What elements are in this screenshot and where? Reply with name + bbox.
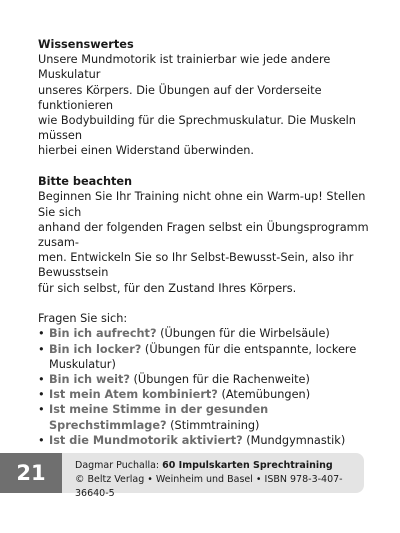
text-line: hierbei einen Widerstand überwinden. [38, 144, 255, 158]
question-note: (Atemübungen) [217, 388, 311, 402]
text-line: wie Bodybuilding für die Sprechmuskulatur. Die Muskeln müssen [38, 114, 356, 143]
question-bold: Bin ich aufrecht? [49, 327, 157, 341]
text-line: für sich selbst, für den Zustand Ihres Körpers. [38, 281, 297, 295]
section-text [38, 189, 370, 295]
text-line: men. Entwickeln Sie so Ihr Selbst-Bewusst-Sein, also ihr Bewusstsein [38, 251, 354, 280]
question-note: (Übungen für die Rachenweite) [129, 373, 310, 387]
footer-bar [0, 453, 364, 499]
footer-book-title: 60 Impulskarten Sprechtraining [162, 460, 333, 471]
question-note: (Übungen für die entspannte, lockere Muskulatur) [49, 342, 357, 371]
section-text [38, 52, 370, 158]
section-wissenswertes [38, 37, 370, 159]
card-content [38, 37, 370, 448]
text-line: anhand der folgenden Fragen selbst ein Übungsprogramm zusam- [38, 220, 369, 249]
list-item [38, 387, 370, 402]
list-item [38, 402, 370, 432]
list-item [38, 326, 370, 341]
footer-text [75, 459, 364, 501]
bullet-icon: • [38, 373, 45, 387]
question-note: (Stimmtraining) [166, 418, 260, 432]
bullet-icon: • [38, 403, 45, 417]
bullet-icon: • [38, 433, 45, 447]
section-bitte-beachten [38, 174, 370, 296]
questions-intro: Fragen Sie sich: [38, 312, 128, 326]
bullet-icon: • [38, 327, 45, 341]
text-line: unseres Körpers. Die Übungen auf der Vorderseite funktionieren [38, 83, 322, 112]
section-heading: Bitte beachten [38, 175, 133, 189]
list-item [38, 433, 370, 448]
question-bold: Ist die Mundmotorik aktiviert? [49, 433, 243, 447]
question-bold: Ist meine Stimme in der gesunden Sprechstimmlage? [49, 403, 269, 432]
page-number: 21 [0, 453, 62, 493]
footer-author: Dagmar Puchalla: [75, 460, 163, 471]
list-item [38, 372, 370, 387]
bullet-icon: • [38, 388, 45, 402]
question-bold: Ist mein Atem kombiniert? [49, 388, 218, 402]
text-line: Beginnen Sie Ihr Training nicht ohne ein Warm-up! Stellen Sie sich [38, 190, 366, 219]
question-bold: Bin ich locker? [49, 342, 142, 356]
questions-list [38, 326, 370, 448]
question-bold: Bin ich weit? [49, 373, 130, 387]
footer-book-line [75, 459, 364, 473]
text-line: Unsere Mundmotorik ist trainierbar wie jede andere Muskulatur [38, 53, 331, 82]
question-note: (Übungen für die Wirbelsäule) [156, 327, 330, 341]
bullet-icon: • [38, 342, 45, 356]
list-item [38, 342, 370, 372]
section-heading: Wissenswertes [38, 38, 134, 51]
question-note: (Mundgymnastik) [242, 433, 346, 447]
footer-publisher-line: © Beltz Verlag • Weinheim und Basel • ISBN 978-3-407-36640-5 [75, 474, 343, 499]
